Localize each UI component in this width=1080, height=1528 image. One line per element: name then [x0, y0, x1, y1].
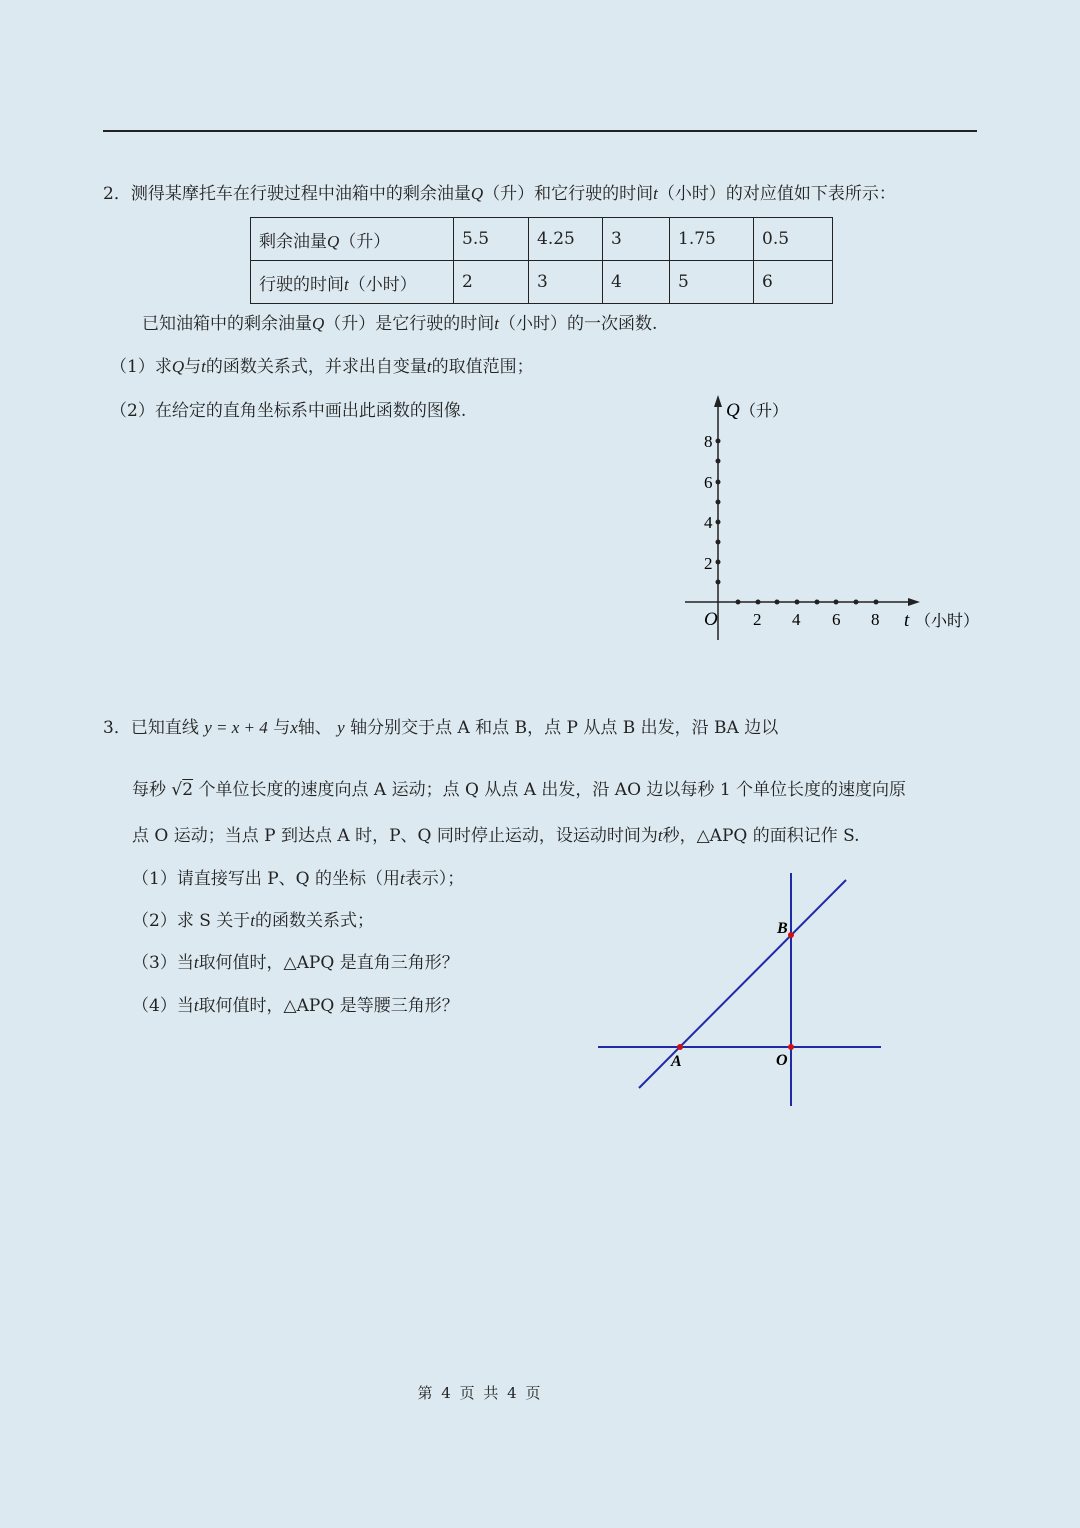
y-axis-unit: （升） — [740, 401, 789, 420]
x-axis-unit: （小时） — [915, 611, 980, 630]
problem3-line1: 3．已知直线 y = x + 4 与x轴、 y 轴分别交于点 A 和点 B，点 P 从点 B 出发，沿 BA 边以 — [103, 718, 779, 738]
x-tick-label: 8 — [871, 610, 880, 629]
problem2-known: 已知油箱中的剩余油量Q（升）是它行驶的时间t（小时）的一次函数. — [142, 314, 658, 334]
label-b: B — [777, 920, 788, 937]
problem3-line3: 点 O 运动；当点 P 到达点 A 时，P、Q 同时停止运动，设运动时间为t秒，△APQ 的面积记作 S. — [132, 826, 860, 846]
table-cell: 3 — [529, 261, 603, 304]
y-tick-label: 8 — [704, 432, 713, 451]
table-cell: 3 — [603, 218, 670, 261]
x-tick-label: 4 — [792, 610, 801, 629]
y-axis-var: Q — [726, 400, 740, 421]
label-o: O — [776, 1052, 788, 1069]
table-cell: 4 — [603, 261, 670, 304]
label-a: A — [671, 1053, 682, 1070]
table-cell: 6 — [754, 261, 833, 304]
point-o — [788, 1044, 794, 1050]
table-cell: 1.75 — [670, 218, 754, 261]
fuel-table — [250, 217, 833, 304]
y-tick-label: 2 — [704, 554, 713, 573]
table-cell: 0.5 — [754, 218, 833, 261]
problem3-q1: （1）请直接写出 P、Q 的坐标（用t表示）； — [132, 869, 465, 889]
table-cell: 4.25 — [529, 218, 603, 261]
problem2-q2: （2）在给定的直角坐标系中画出此函数的图像. — [110, 401, 467, 421]
table-row — [251, 218, 833, 261]
point-b — [788, 932, 794, 938]
table-cell: 5 — [670, 261, 754, 304]
coordinate-graph — [680, 395, 1000, 655]
problem2-intro: 2．测得某摩托车在行驶过程中油箱中的剩余油量Q（升）和它行驶的时间t（小时）的对应值如下表所示： — [103, 184, 896, 204]
problem3-q4: （4）当t取何值时，△APQ 是等腰三角形？ — [132, 996, 459, 1016]
problem3-q3: （3）当t取何值时，△APQ 是直角三角形？ — [132, 953, 459, 973]
problem2-q1: （1）求Q与t的函数关系式，并求出自变量t的取值范围； — [110, 357, 534, 377]
row-label-time: 行驶的时间t（小时） — [251, 261, 454, 304]
y-axis-arrow — [714, 395, 722, 407]
y-tick-label: 4 — [704, 513, 713, 532]
y-tick-label: 6 — [704, 473, 713, 492]
sqrt-symbol: √2 — [171, 780, 194, 800]
x-tick-label: 6 — [832, 610, 841, 629]
problem3-q2: （2）求 S 关于t的函数关系式； — [132, 911, 375, 931]
row-label-fuel: 剩余油量Q（升） — [251, 218, 454, 261]
line-diagram — [596, 870, 886, 1110]
x-axis-var: t — [904, 610, 910, 631]
table-cell: 2 — [454, 261, 529, 304]
x-tick-label: 2 — [753, 610, 762, 629]
point-a — [677, 1044, 683, 1050]
table-cell: 5.5 — [454, 218, 529, 261]
page-footer: 第 4 页 共 4 页 — [417, 1384, 543, 1402]
x-axis-arrow — [908, 598, 920, 606]
table-row — [251, 261, 833, 304]
header-rule — [103, 130, 977, 132]
origin-label: O — [704, 609, 718, 630]
problem3-line2: 每秒 √2 个单位长度的速度向点 A 运动；点 Q 从点 A 出发，沿 AO 边以每秒 1 个单位长度的速度向原 — [132, 780, 907, 800]
